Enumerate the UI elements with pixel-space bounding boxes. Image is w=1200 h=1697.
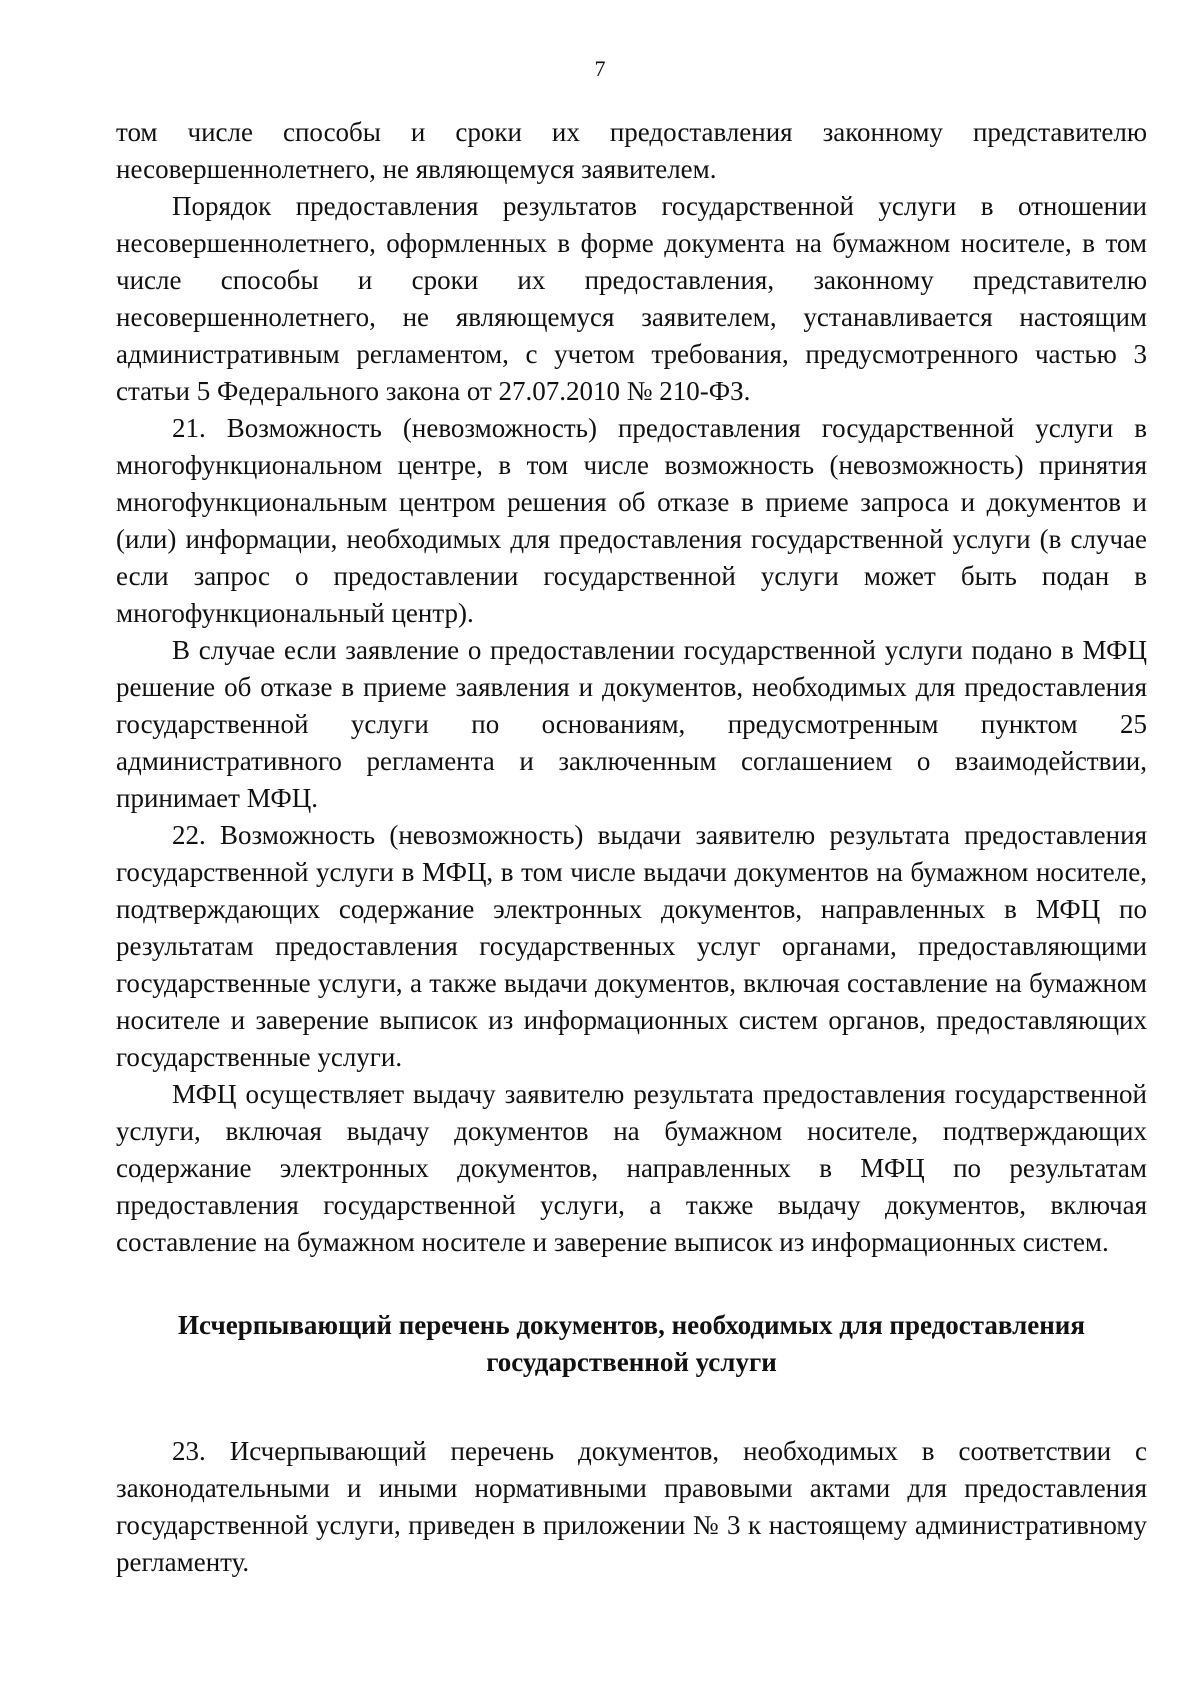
page-number: 7	[594, 56, 606, 81]
section-heading-line-1: Исчерпывающий перечень документов, необходимых для предоставления	[178, 1310, 1085, 1340]
section-heading	[116, 1307, 1147, 1381]
paragraph-mfc-issuance: МФЦ осуществляет выдачу заявителю результата предоставления государственной услуги, включая выдачу документов на бумажном носителе, подтверждающих содержание электронных документов, направленных в МФЦ по результатам предоставления государственной услуги, а также выдачу документов, включая составление на бумажном носителе и заверение выписок из информационных систем.	[116, 1079, 1147, 1257]
paragraph-21: 21. Возможность (невозможность) предоставления государственной услуги в многофункциональном центре, в том числе возможность (невозможность) принятия многофункциональным центром решения об отказе в приеме запроса и документов и (или) информации, необходимых для предоставления государственной услуги (в случае если запрос о предоставлении государственной услуги может быть подан в многофункциональный центр).	[116, 413, 1147, 628]
spacer	[116, 1381, 1147, 1433]
document-body	[116, 114, 1147, 1581]
paragraph-result-order: Порядок предоставления результатов государственной услуги в отношении несовершеннолетнего, оформленных в форме документа на бумажном носителе, в том числе способы и сроки их предоставления, законному представителю несовершеннолетнего, не являющемуся заявителем, устанавливается настоящим административным регламентом, с учетом требования, предусмотренного частью 3 статьи 5 Федерального закона от 27.07.2010 № 210-ФЗ.	[116, 191, 1147, 406]
paragraph-continuation: том числе способы и сроки их предоставления законному представителю несовершеннолетнего, не являющемуся заявителем.	[116, 117, 1147, 184]
paragraph-22: 22. Возможность (невозможность) выдачи заявителю результата предоставления государственной услуги в МФЦ, в том числе выдачи документов на бумажном носителе, подтверждающих содержание электронных документов, направленных в МФЦ по результатам предоставления государственных услуг органами, предоставляющими государственные услуги, а также выдачи документов, включая составление на бумажном носителе и заверение выписок из информационных систем органов, предоставляющих государственные услуги.	[116, 820, 1147, 1072]
paragraph-23: 23. Исчерпывающий перечень документов, необходимых в соответствии с законодательными и иными нормативными правовыми актами для предоставления государственной услуги, приведен в приложении № 3 к настоящему административному регламенту.	[116, 1436, 1147, 1577]
paragraph-mfc-refusal: В случае если заявление о предоставлении государственной услуги подано в МФЦ решение об отказе в приеме заявления и документов, необходимых для предоставления государственной услуги по основаниям, предусмотренным пунктом 25 административного регламента и заключенным соглашением о взаимодействии, принимает МФЦ.	[116, 635, 1147, 813]
section-heading-line-2: государственной услуги	[486, 1347, 777, 1377]
